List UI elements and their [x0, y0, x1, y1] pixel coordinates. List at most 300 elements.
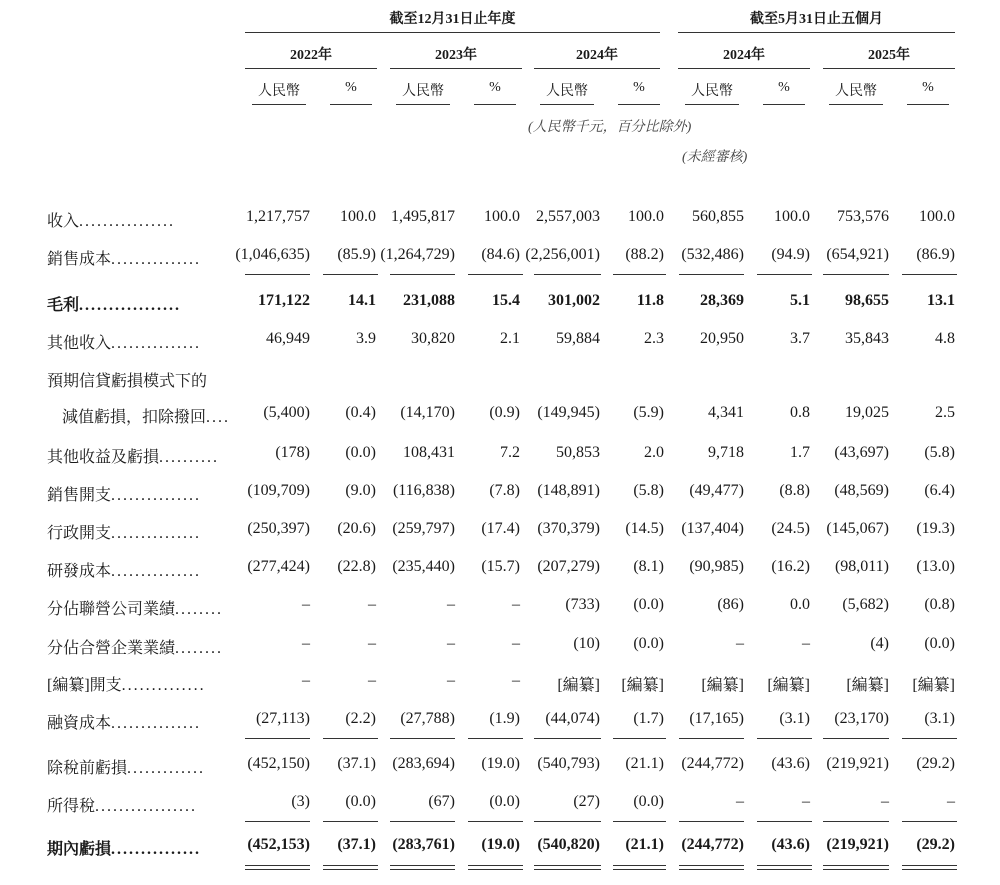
cell-rmb: 50,853 [556, 444, 600, 461]
row-label-text: 銷售成本 [47, 251, 112, 268]
table-row [0, 635, 1000, 665]
cell-pct: (0.8) [924, 596, 955, 613]
leader-dots: ................. [95, 798, 198, 815]
cell-pct: (3.1) [779, 710, 810, 727]
cell-rmb: (109,709) [247, 482, 310, 499]
subtotal-underline [823, 821, 889, 822]
row-label [47, 596, 223, 619]
subtotal-underline [902, 738, 957, 739]
cell-rmb: (452,153) [247, 836, 310, 853]
cell-rmb: – [447, 635, 455, 652]
cell-pct: 0.0 [790, 596, 810, 613]
col-header-rmb-2022: 人民幣 [258, 84, 300, 99]
subtotal-underline [823, 274, 889, 275]
row-label-text: 所得稅 [47, 798, 96, 815]
table-row [0, 520, 1000, 550]
cell-rmb: (148,891) [537, 482, 600, 499]
leader-dots: .......... [159, 449, 220, 466]
cell-pct: 3.7 [790, 330, 810, 347]
leader-dots: .............. [121, 677, 206, 694]
row-label [47, 246, 201, 269]
cell-rmb: – [881, 793, 889, 810]
cell-pct: 0.8 [790, 404, 810, 421]
cell-rmb: 98,655 [845, 292, 889, 309]
cell-rmb: (10) [573, 635, 600, 652]
leader-dots: ............... [111, 251, 202, 268]
row-label-text: 預期信貸虧損模式下的 [47, 373, 208, 390]
row-label-text: 期內虧損 [47, 841, 112, 858]
col-header-pct-2024: % [633, 80, 645, 95]
col-rule [618, 104, 660, 105]
cell-rmb: (259,797) [392, 520, 455, 537]
cell-rmb: (145,067) [826, 520, 889, 537]
subtotal-underline [323, 274, 378, 275]
table-row [0, 246, 1000, 276]
cell-rmb: (149,945) [537, 404, 600, 421]
cell-pct: 15.4 [492, 292, 520, 309]
cell-pct: 100.0 [340, 208, 376, 225]
table-row [0, 368, 1000, 398]
cell-pct: 2.0 [644, 444, 664, 461]
year-rule-2024 [534, 68, 660, 69]
cell-pct: 100.0 [774, 208, 810, 225]
cell-pct: (20.6) [337, 520, 376, 537]
col-rule [396, 104, 450, 105]
cell-pct: (13.0) [916, 558, 955, 575]
cell-rmb: (98,011) [834, 558, 889, 575]
row-label-text: 行政開支 [47, 525, 112, 542]
cell-rmb: (540,793) [537, 755, 600, 772]
total-double-underline [902, 865, 957, 870]
cell-pct: (9.0) [345, 482, 376, 499]
row-label [47, 330, 201, 353]
total-double-underline [757, 865, 812, 870]
cell-pct: 11.8 [636, 292, 664, 309]
cell-pct: 13.1 [927, 292, 955, 309]
cell-rmb: (207,279) [537, 558, 600, 575]
subtotal-underline [757, 821, 812, 822]
cell-pct: [編纂] [767, 677, 810, 694]
cell-rmb: (23,170) [834, 710, 889, 727]
cell-pct: – [512, 635, 520, 652]
cell-pct: 2.5 [935, 404, 955, 421]
subtotal-underline [468, 738, 523, 739]
cell-pct: (19.0) [481, 836, 520, 853]
cell-rmb: 2,557,003 [536, 208, 600, 225]
table-row [0, 836, 1000, 866]
cell-pct: (21.1) [625, 755, 664, 772]
subtotal-underline [390, 274, 455, 275]
row-label-text: 融資成本 [47, 715, 112, 732]
cell-pct: (19.0) [481, 755, 520, 772]
cell-pct: (21.1) [625, 836, 664, 853]
row-label [62, 404, 230, 427]
table-row [0, 330, 1000, 360]
subtotal-underline [245, 821, 310, 822]
row-label [47, 836, 201, 859]
cell-pct: (29.2) [916, 755, 955, 772]
row-label [47, 520, 201, 543]
cell-pct: (0.4) [345, 404, 376, 421]
col-rule [330, 104, 372, 105]
cell-pct: (16.2) [771, 558, 810, 575]
subtotal-underline [323, 738, 378, 739]
cell-rmb: (27) [573, 793, 600, 810]
row-label [47, 292, 181, 315]
group-rule-fiscal-year [245, 32, 660, 33]
cell-rmb: (1,046,635) [235, 246, 310, 263]
cell-rmb: (1,264,729) [380, 246, 455, 263]
cell-rmb: (48,569) [834, 482, 889, 499]
cell-pct: – [368, 596, 376, 613]
cell-pct: (0.0) [633, 793, 664, 810]
subtotal-underline [534, 274, 601, 275]
cell-pct: (14.5) [625, 520, 664, 537]
year-header-2022: 2022年 [290, 48, 332, 63]
cell-pct: (43.6) [771, 755, 810, 772]
cell-rmb: 4,341 [708, 404, 744, 421]
cell-rmb: – [736, 793, 744, 810]
year-rule-2023 [390, 68, 522, 69]
cell-pct: (22.8) [337, 558, 376, 575]
total-double-underline [323, 865, 378, 870]
table-row [0, 292, 1000, 322]
table-row [0, 755, 1000, 785]
cell-pct: 100.0 [919, 208, 955, 225]
leader-dots: ............... [111, 335, 202, 352]
subtotal-underline [613, 738, 666, 739]
cell-pct: (29.2) [916, 836, 955, 853]
subtotal-underline [390, 821, 455, 822]
cell-rmb: (733) [565, 596, 600, 613]
cell-rmb: (5,682) [842, 596, 889, 613]
year-rule-2025-5m [823, 68, 955, 69]
col-rule [685, 104, 739, 105]
cell-rmb: [編纂] [557, 677, 600, 694]
total-double-underline [390, 865, 455, 870]
cell-rmb: 560,855 [692, 208, 744, 225]
total-double-underline [613, 865, 666, 870]
unaudited-note: (未經審核) [682, 150, 748, 165]
row-label [47, 755, 205, 778]
cell-rmb: 171,122 [258, 292, 310, 309]
cell-rmb: (43,697) [834, 444, 889, 461]
subtotal-underline [323, 821, 378, 822]
table-row [0, 596, 1000, 626]
leader-dots: ........ [175, 640, 224, 657]
cell-pct: [編纂] [912, 677, 955, 694]
leader-dots: ................. [79, 297, 182, 314]
cell-rmb: (3) [291, 793, 310, 810]
subtotal-underline [823, 738, 889, 739]
cell-rmb: [編纂] [701, 677, 744, 694]
cell-rmb: (244,772) [681, 755, 744, 772]
subtotal-underline [534, 821, 601, 822]
row-label-text: 減值虧損，扣除撥回 [62, 409, 207, 426]
row-label-text: 除稅前虧損 [47, 760, 128, 777]
col-header-pct-2022: % [345, 80, 357, 95]
year-header-2024: 2024年 [576, 48, 618, 63]
cell-rmb: (250,397) [247, 520, 310, 537]
cell-rmb: (283,694) [392, 755, 455, 772]
leader-dots: ............... [111, 563, 202, 580]
cell-pct: (5.9) [633, 404, 664, 421]
subtotal-underline [757, 274, 812, 275]
row-label [47, 208, 175, 231]
cell-pct: – [512, 672, 520, 689]
row-label [47, 444, 219, 467]
cell-rmb: 1,217,757 [246, 208, 310, 225]
table-row [0, 793, 1000, 823]
subtotal-underline [613, 821, 666, 822]
subtotal-underline [613, 274, 666, 275]
cell-pct: 3.9 [356, 330, 376, 347]
cell-pct: (0.0) [924, 635, 955, 652]
subtotal-underline [679, 738, 744, 739]
cell-pct: (2.2) [345, 710, 376, 727]
subtotal-underline [902, 274, 957, 275]
row-label-text: 其他收入 [47, 335, 112, 352]
cell-pct: (8.8) [779, 482, 810, 499]
row-label [47, 558, 201, 581]
year-header-2025-5m: 2025年 [868, 48, 910, 63]
cell-rmb: – [302, 672, 310, 689]
row-label-text: 分佔合營企業業績 [47, 640, 176, 657]
cell-rmb: (244,772) [681, 836, 744, 853]
cell-pct: 100.0 [484, 208, 520, 225]
subtotal-underline [757, 738, 812, 739]
cell-rmb: (4) [870, 635, 889, 652]
subtotal-underline [390, 738, 455, 739]
cell-pct: (17.4) [481, 520, 520, 537]
cell-pct: 2.3 [644, 330, 664, 347]
table-row [0, 710, 1000, 740]
cell-rmb: [編纂] [846, 677, 889, 694]
cell-pct: [編纂] [621, 677, 664, 694]
table-row [0, 404, 1000, 434]
cell-pct: 14.1 [348, 292, 376, 309]
cell-rmb: 301,002 [548, 292, 600, 309]
col-rule [763, 104, 805, 105]
table-row [0, 482, 1000, 512]
row-label [47, 793, 197, 816]
leader-dots: .... [206, 409, 231, 426]
cell-rmb: 108,431 [403, 444, 455, 461]
cell-rmb: (90,985) [689, 558, 744, 575]
cell-pct: – [802, 793, 810, 810]
leader-dots: ............... [111, 525, 202, 542]
table-row [0, 558, 1000, 588]
col-header-pct-2025-5m: % [922, 80, 934, 95]
cell-pct: (85.9) [337, 246, 376, 263]
cell-pct: (84.6) [481, 246, 520, 263]
row-label [47, 368, 207, 391]
row-label [47, 672, 206, 695]
total-double-underline [534, 865, 601, 870]
cell-rmb: 59,884 [556, 330, 600, 347]
total-double-underline [823, 865, 889, 870]
year-rule-2022 [245, 68, 377, 69]
cell-rmb: 19,025 [845, 404, 889, 421]
col-header-pct-2024-5m: % [778, 80, 790, 95]
cell-pct: (86.9) [916, 246, 955, 263]
cell-pct: (5.8) [924, 444, 955, 461]
row-label-text: 銷售開支 [47, 487, 112, 504]
cell-pct: (88.2) [625, 246, 664, 263]
cell-rmb: (532,486) [681, 246, 744, 263]
leader-dots: ........ [175, 601, 224, 618]
row-label-text: 研發成本 [47, 563, 112, 580]
row-label [47, 635, 223, 658]
cell-pct: (8.1) [633, 558, 664, 575]
col-rule [474, 104, 516, 105]
subtotal-underline [679, 821, 744, 822]
row-label-text: 毛利 [47, 297, 80, 314]
row-label-text: 分佔聯營公司業績 [47, 601, 176, 618]
cell-pct: – [802, 635, 810, 652]
cell-pct: (24.5) [771, 520, 810, 537]
subtotal-underline [534, 738, 601, 739]
cell-rmb: (370,379) [537, 520, 600, 537]
cell-pct: (0.9) [489, 404, 520, 421]
col-header-rmb-2025-5m: 人民幣 [835, 84, 877, 99]
group-rule-five-months [678, 32, 955, 33]
cell-rmb: (14,170) [400, 404, 455, 421]
cell-pct: (0.0) [345, 444, 376, 461]
cell-pct: (1.7) [633, 710, 664, 727]
cell-rmb: (116,838) [392, 482, 455, 499]
cell-pct: – [947, 793, 955, 810]
cell-rmb: (2,256,001) [525, 246, 600, 263]
cell-pct: 5.1 [790, 292, 810, 309]
col-rule [252, 104, 306, 105]
row-label [47, 710, 201, 733]
year-header-2023: 2023年 [435, 48, 477, 63]
cell-rmb: 753,576 [837, 208, 889, 225]
year-rule-2024-5m [678, 68, 810, 69]
group-header-five-months: 截至5月31日止五個月 [750, 12, 883, 27]
cell-rmb: (27,788) [400, 710, 455, 727]
cell-pct: (3.1) [924, 710, 955, 727]
col-rule [829, 104, 883, 105]
row-label-text: 收入 [47, 213, 80, 230]
cell-rmb: (67) [428, 793, 455, 810]
cell-pct: (0.0) [633, 596, 664, 613]
cell-rmb: – [736, 635, 744, 652]
subtotal-underline [245, 738, 310, 739]
cell-rmb: (283,761) [392, 836, 455, 853]
cell-rmb: (235,440) [392, 558, 455, 575]
cell-pct: 4.8 [935, 330, 955, 347]
cell-rmb: – [447, 596, 455, 613]
leader-dots: ............. [127, 760, 206, 777]
total-double-underline [245, 865, 310, 870]
cell-pct: (19.3) [916, 520, 955, 537]
cell-pct: (6.4) [924, 482, 955, 499]
leader-dots: ................ [79, 213, 176, 230]
leader-dots: ............... [111, 487, 202, 504]
cell-pct: (37.1) [337, 755, 376, 772]
cell-pct: (0.0) [489, 793, 520, 810]
col-rule [907, 104, 949, 105]
cell-rmb: (27,113) [255, 710, 310, 727]
subtotal-underline [679, 274, 744, 275]
col-header-rmb-2024: 人民幣 [546, 84, 588, 99]
table-row [0, 444, 1000, 474]
cell-rmb: – [302, 635, 310, 652]
cell-rmb: (86) [717, 596, 744, 613]
cell-pct: (15.7) [481, 558, 520, 575]
cell-rmb: 1,495,817 [391, 208, 455, 225]
cell-rmb: (44,074) [545, 710, 600, 727]
col-rule [540, 104, 594, 105]
total-double-underline [679, 865, 744, 870]
col-header-pct-2023: % [489, 80, 501, 95]
total-double-underline [468, 865, 523, 870]
table-row [0, 208, 1000, 238]
cell-rmb: (540,820) [537, 836, 600, 853]
cell-rmb: (137,404) [681, 520, 744, 537]
cell-pct: – [368, 635, 376, 652]
cell-pct: (94.9) [771, 246, 810, 263]
cell-rmb: 20,950 [700, 330, 744, 347]
row-label [47, 482, 201, 505]
cell-rmb: (17,165) [689, 710, 744, 727]
cell-pct: – [512, 596, 520, 613]
row-label-text: [編纂]開支 [47, 677, 122, 694]
table-row [0, 672, 1000, 702]
cell-pct: (37.1) [337, 836, 376, 853]
cell-pct: – [368, 672, 376, 689]
cell-rmb: 46,949 [266, 330, 310, 347]
cell-rmb: (49,477) [689, 482, 744, 499]
cell-rmb: (277,424) [247, 558, 310, 575]
cell-pct: (1.9) [489, 710, 520, 727]
col-header-rmb-2023: 人民幣 [402, 84, 444, 99]
cell-rmb: (654,921) [826, 246, 889, 263]
cell-pct: (7.8) [489, 482, 520, 499]
cell-pct: (0.0) [633, 635, 664, 652]
cell-rmb: 35,843 [845, 330, 889, 347]
col-header-rmb-2024-5m: 人民幣 [691, 84, 733, 99]
cell-rmb: (5,400) [263, 404, 310, 421]
cell-rmb: 231,088 [403, 292, 455, 309]
cell-pct: (0.0) [345, 793, 376, 810]
leader-dots: ............... [111, 715, 202, 732]
cell-rmb: (178) [275, 444, 310, 461]
unit-note: (人民幣千元，百分比除外) [528, 120, 692, 135]
cell-rmb: 30,820 [411, 330, 455, 347]
leader-dots: ............... [111, 841, 202, 858]
cell-pct: (43.6) [771, 836, 810, 853]
cell-pct: 1.7 [790, 444, 810, 461]
subtotal-underline [468, 821, 523, 822]
cell-pct: 2.1 [500, 330, 520, 347]
group-header-fiscal-year: 截至12月31日止年度 [389, 12, 516, 27]
cell-rmb: (452,150) [247, 755, 310, 772]
cell-pct: 100.0 [628, 208, 664, 225]
cell-rmb: 9,718 [708, 444, 744, 461]
subtotal-underline [468, 274, 523, 275]
year-header-2024-5m: 2024年 [723, 48, 765, 63]
cell-pct: (5.8) [633, 482, 664, 499]
cell-pct: 7.2 [500, 444, 520, 461]
cell-rmb: – [447, 672, 455, 689]
cell-rmb: 28,369 [700, 292, 744, 309]
cell-rmb: – [302, 596, 310, 613]
row-label-text: 其他收益及虧損 [47, 449, 160, 466]
cell-rmb: (219,921) [826, 755, 889, 772]
